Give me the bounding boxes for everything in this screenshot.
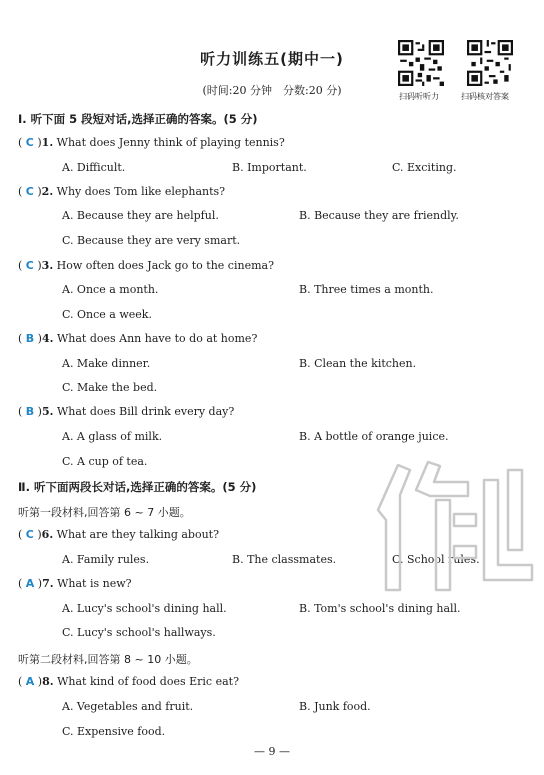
- qr-label-answers: 扫码核对答案: [461, 92, 509, 101]
- option-8b: B. Junk food.: [299, 700, 371, 713]
- question-text: What kind of food does Eric eat?: [57, 675, 239, 688]
- question-number: 7.: [42, 577, 54, 590]
- question-text: How often does Jack go to the cinema?: [56, 259, 274, 272]
- option-3c: C. Once a week.: [62, 308, 152, 321]
- question-3: ( C )3. How often does Jack go to the cinema?: [18, 259, 274, 272]
- option-6a: A. Family rules.: [62, 553, 150, 566]
- question-number: 4.: [41, 332, 54, 345]
- question-8: ( A )8. What kind of food does Eric eat?: [18, 675, 239, 688]
- section-2-heading: Ⅱ. 听下面两段长对话,选择正确的答案。(5 分): [18, 480, 257, 494]
- option-5c: C. A cup of tea.: [62, 455, 148, 468]
- option-4b: B. Clean the kitchen.: [299, 357, 417, 370]
- question-number: 6.: [41, 528, 54, 541]
- question-number: 2.: [41, 185, 54, 198]
- option-8a: A. Vegetables and fruit.: [62, 700, 194, 713]
- answer-1: C: [25, 136, 34, 149]
- time-score-info: (时间:20 分钟 分数:20 分): [202, 84, 342, 97]
- question-7: ( A )7. What is new?: [18, 577, 132, 590]
- option-6c: C. School rules.: [392, 553, 480, 566]
- page-title: 听力训练五(期中一): [200, 50, 344, 68]
- question-text: What does Jenny think of playing tennis?: [56, 136, 285, 149]
- option-1a: A. Difficult.: [62, 161, 126, 174]
- option-5b: B. A bottle of orange juice.: [299, 430, 449, 443]
- option-6b: B. The classmates.: [232, 553, 337, 566]
- answer-5: B: [25, 405, 35, 418]
- watermark-logo: [358, 450, 538, 600]
- option-1c: C. Exciting.: [392, 161, 457, 174]
- section-1-heading: Ⅰ. 听下面 5 段短对话,选择正确的答案。(5 分): [18, 112, 258, 126]
- answer-6: C: [25, 528, 34, 541]
- question-5: ( B )5. What does Bill drink every day?: [18, 405, 235, 418]
- answer-4: B: [25, 332, 35, 345]
- question-text: What are they talking about?: [56, 528, 219, 541]
- question-text: What does Bill drink every day?: [56, 405, 235, 418]
- question-text: What is new?: [57, 577, 132, 590]
- option-3a: A. Once a month.: [62, 283, 159, 296]
- option-2c: C. Because they are very smart.: [62, 234, 241, 247]
- instruction-passage-1: 听第一段材料,回答第 6 ~ 7 小题。: [18, 506, 191, 519]
- option-8c: C. Expensive food.: [62, 725, 166, 738]
- question-number: 5.: [41, 405, 54, 418]
- question-number: 8.: [42, 675, 54, 688]
- option-2a: A. Because they are helpful.: [62, 209, 219, 222]
- question-1: ( C )1. What does Jenny think of playing tennis?: [18, 136, 285, 149]
- page-number: — 9 —: [254, 745, 290, 758]
- question-text: What does Ann have to do at home?: [56, 332, 258, 345]
- question-4: ( B )4. What does Ann have to do at home?: [18, 332, 258, 345]
- question-number: 3.: [41, 259, 54, 272]
- answer-qr-code[interactable]: [467, 40, 513, 86]
- option-3b: B. Three times a month.: [299, 283, 434, 296]
- option-7a: A. Lucy's school's dining hall.: [62, 602, 227, 615]
- instruction-passage-2: 听第二段材料,回答第 8 ~ 10 小题。: [18, 653, 198, 666]
- answer-3: C: [25, 259, 34, 272]
- answer-2: C: [25, 185, 34, 198]
- option-1b: B. Important.: [232, 161, 307, 174]
- question-6: ( C )6. What are they talking about?: [18, 528, 219, 541]
- option-7c: C. Lucy's school's hallways.: [62, 626, 216, 639]
- question-2: ( C )2. Why does Tom like elephants?: [18, 185, 226, 198]
- listening-qr-code[interactable]: [398, 40, 444, 86]
- option-4a: A. Make dinner.: [62, 357, 151, 370]
- answer-8: A: [25, 675, 35, 688]
- qr-label-listening: 扫码听听力: [399, 92, 439, 101]
- question-text: Why does Tom like elephants?: [56, 185, 226, 198]
- option-4c: C. Make the bed.: [62, 381, 158, 394]
- option-5a: A. A glass of milk.: [62, 430, 163, 443]
- question-number: 1.: [41, 136, 54, 149]
- answer-7: A: [25, 577, 35, 590]
- option-2b: B. Because they are friendly.: [299, 209, 459, 222]
- option-7b: B. Tom's school's dining hall.: [299, 602, 461, 615]
